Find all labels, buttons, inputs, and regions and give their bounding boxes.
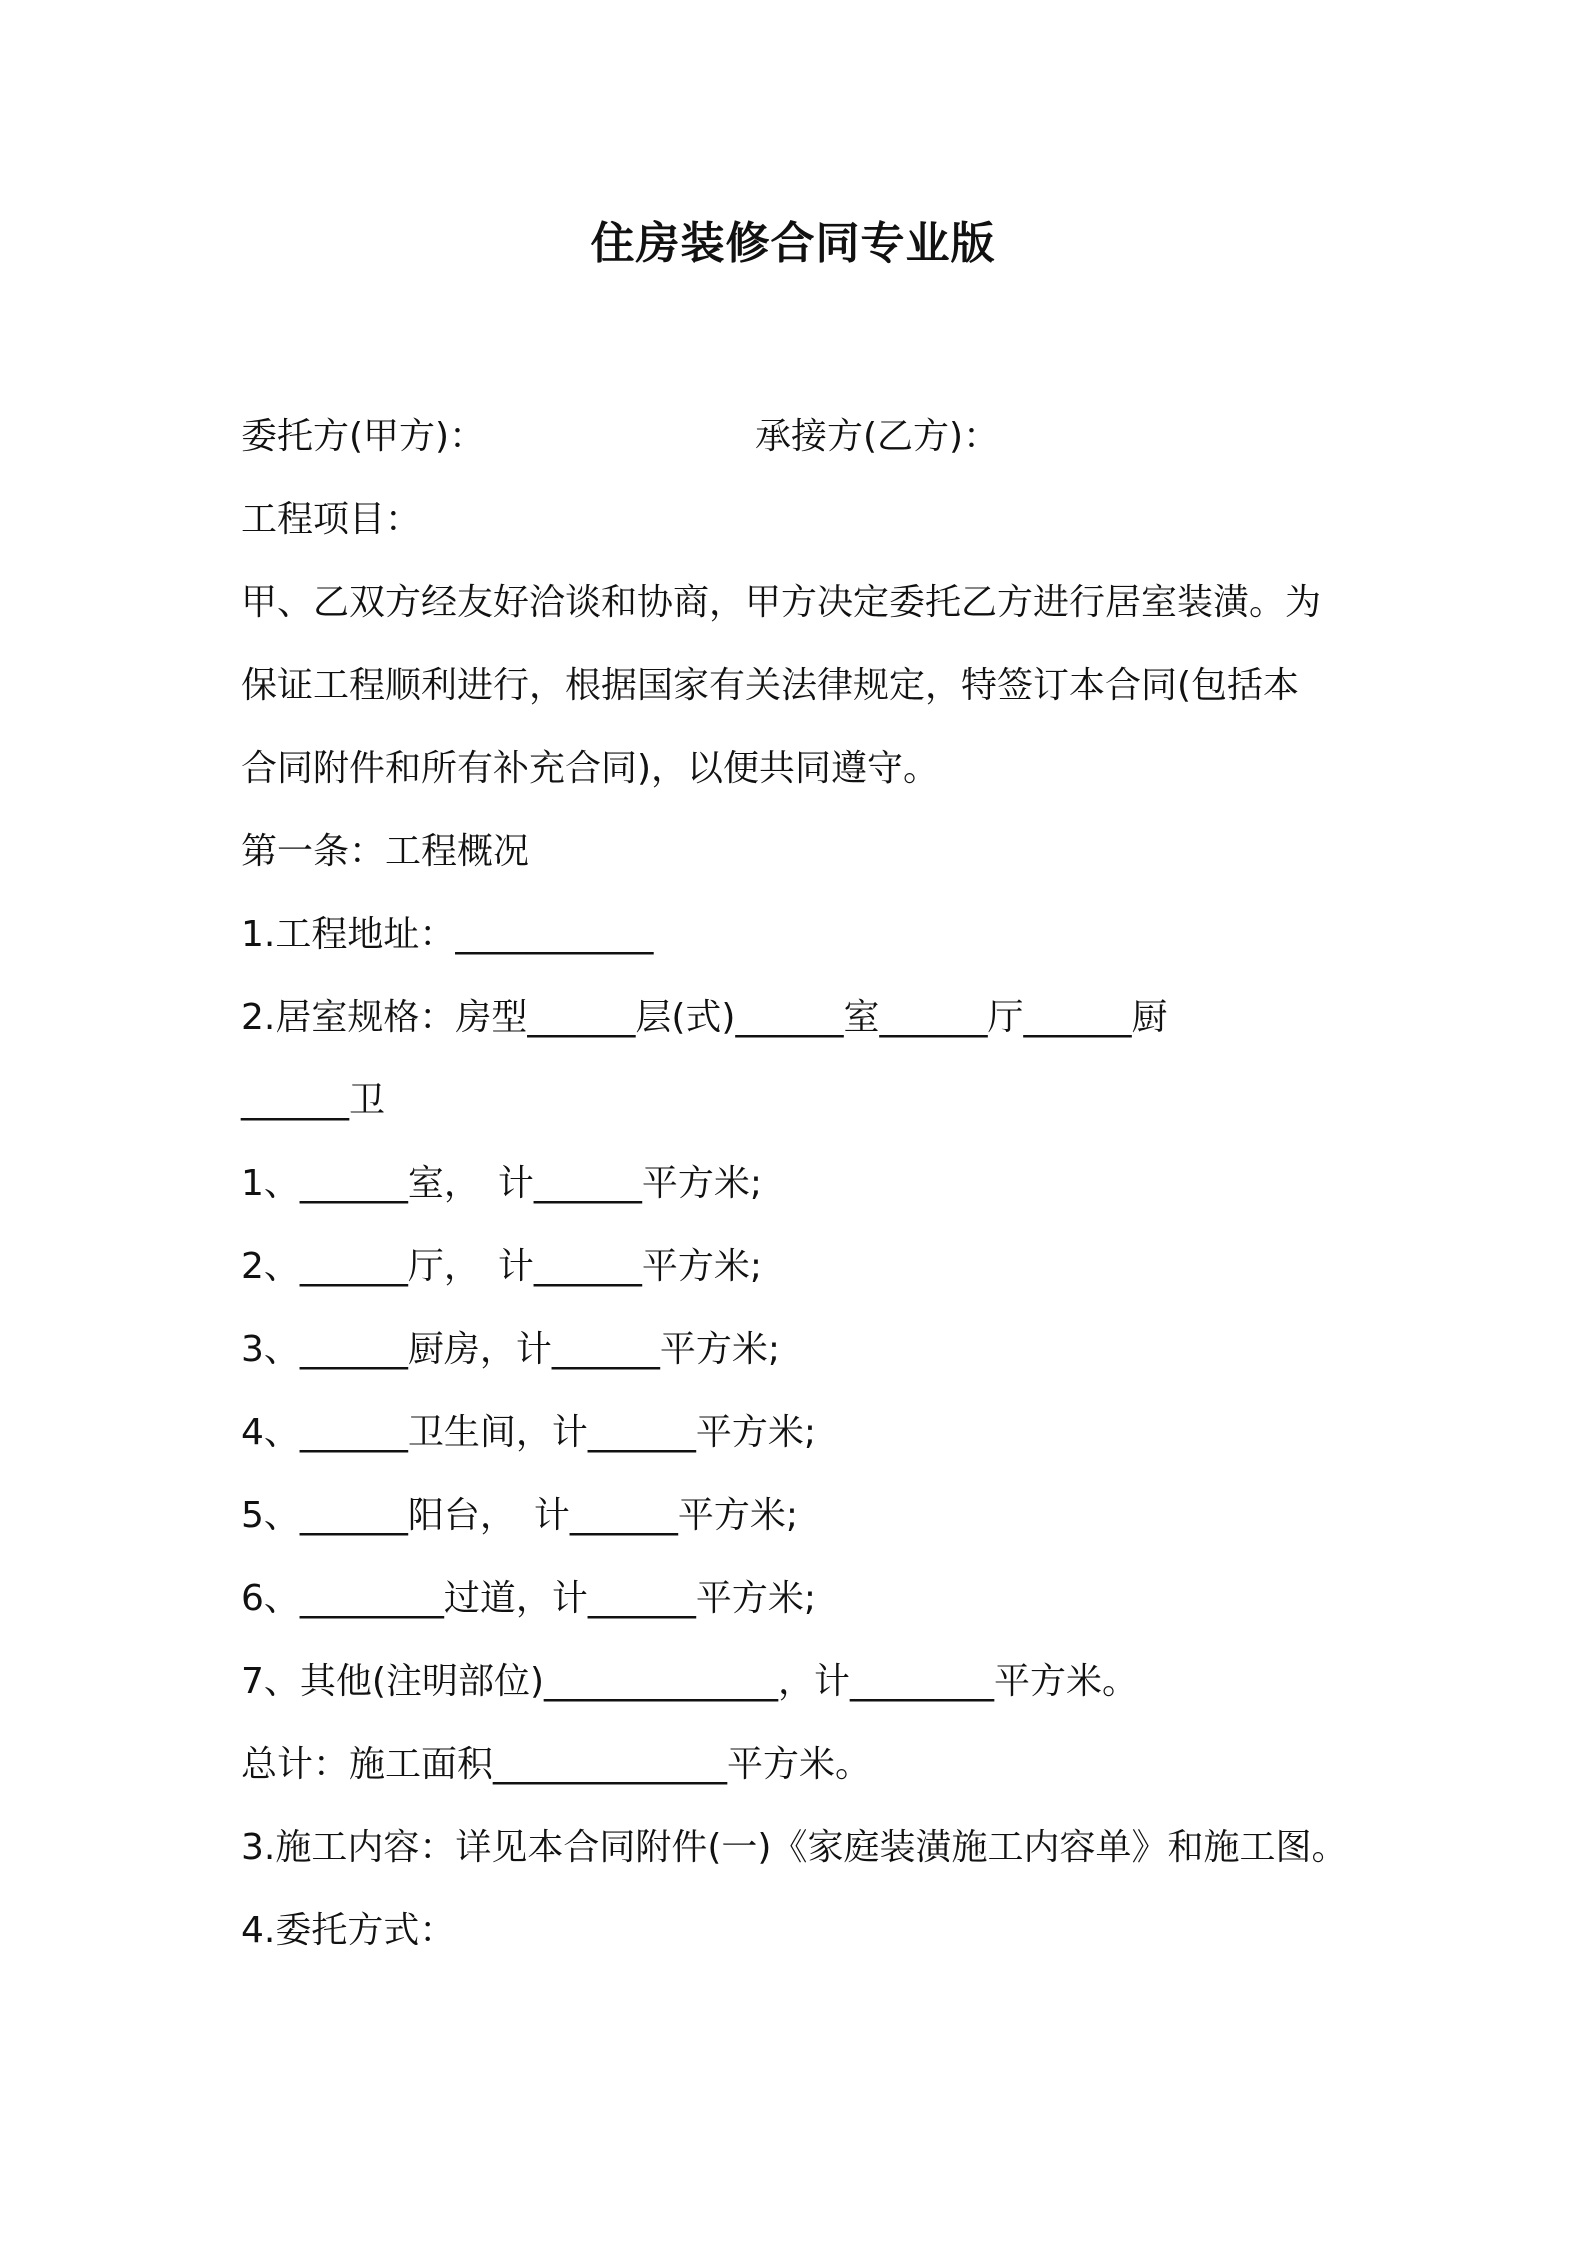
preamble-line: 保证工程顺利进行，根据国家有关法律规定，特签订本合同(包括本 xyxy=(241,665,1300,706)
room-area-item: 5、______阳台， 计______平方米; xyxy=(241,1495,799,1536)
address-item: 1.工程地址：___________ xyxy=(241,914,654,955)
construction-content-item: 3.施工内容：详见本合同附件(一)《家庭装潢施工内容单》和施工图。 xyxy=(241,1827,1348,1868)
commission-method-item: 4.委托方式： xyxy=(241,1910,456,1951)
room-spec-item: 2.居室规格：房型______层(式)______室______厅______厨 xyxy=(241,997,1168,1038)
party-a-label: 委托方(甲方)： xyxy=(241,416,486,457)
room-area-item: 4、______卫生间，计______平方米; xyxy=(241,1412,817,1453)
total-area: 总计：施工面积_____________平方米。 xyxy=(241,1744,872,1785)
room-area-item: 1、______室， 计______平方米; xyxy=(241,1163,763,1204)
party-b-label: 承接方(乙方)： xyxy=(755,416,1000,457)
preamble-line: 合同附件和所有补充合同)，以便共同遵守。 xyxy=(241,748,940,789)
room-area-item: 2、______厅， 计______平方米; xyxy=(241,1246,763,1287)
project-label: 工程项目： xyxy=(241,499,422,540)
room-area-item: 6、________过道，计______平方米; xyxy=(241,1578,817,1619)
preamble-line: 甲、乙双方经友好洽谈和协商，甲方决定委托乙方进行居室装潢。为 xyxy=(241,582,1322,623)
room-spec-item-continued: ______卫 xyxy=(241,1080,386,1121)
contract-title: 住房装修合同专业版 xyxy=(590,218,996,269)
room-area-item: 3、______厨房，计______平方米; xyxy=(241,1329,781,1370)
room-area-item: 7、其他(注明部位)_____________，计________平方米。 xyxy=(241,1661,1138,1702)
article-heading: 第一条：工程概况 xyxy=(241,831,530,872)
